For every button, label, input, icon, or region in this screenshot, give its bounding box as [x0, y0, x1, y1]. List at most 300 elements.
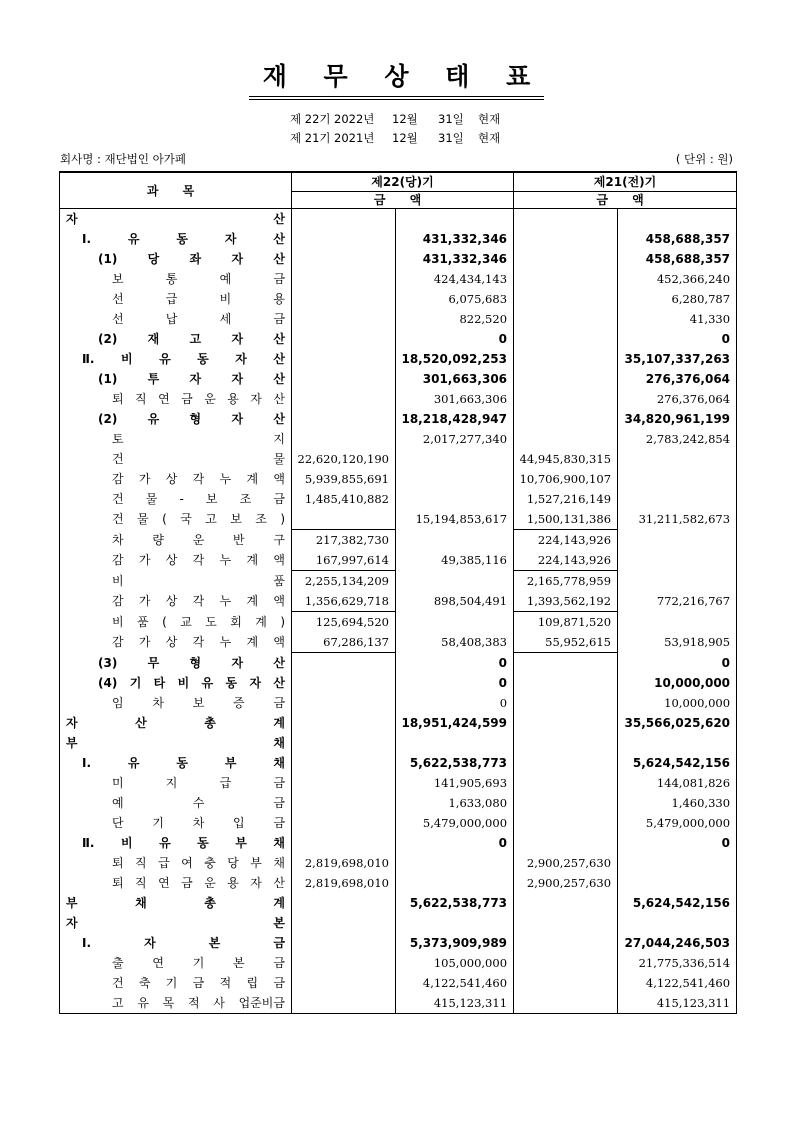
amount-cell-c3: [514, 713, 618, 733]
row-label-text: 선 납 세 금: [112, 312, 285, 326]
amount-cell-c3: [514, 673, 618, 693]
amount-cell-c4: [618, 550, 737, 571]
amount-cell-c2: 0: [396, 653, 514, 674]
amount-cell-c1: [292, 229, 396, 249]
amount-cell-c1: [292, 893, 396, 913]
table-row: [60, 329, 737, 349]
row-label: [60, 733, 292, 753]
amount-cell-c2: 5,622,538,773: [396, 893, 514, 913]
amount-cell-c3: [514, 329, 618, 349]
row-label: [60, 389, 292, 409]
table-row: [60, 673, 737, 693]
header-subject: 과 목: [60, 172, 292, 209]
row-label-text: (3) 무 형 자 산: [98, 655, 285, 670]
row-label-text: (4) 기 타 비 유 동 자 산: [98, 676, 285, 690]
table-row: [60, 489, 737, 509]
row-label: [60, 571, 292, 592]
period-label: 현재: [478, 131, 501, 145]
header-amount-current: 금 액: [292, 192, 514, 209]
amount-cell-c3: [514, 409, 618, 429]
amount-cell-c1: [292, 209, 396, 230]
row-label: [60, 913, 292, 933]
row-label: [60, 873, 292, 893]
amount-cell-c3: [514, 653, 618, 674]
amount-cell-c3: [514, 249, 618, 269]
row-label-text: 건 물 - 보 조 금: [112, 492, 285, 506]
amount-cell-c4: 41,330: [618, 309, 737, 329]
amount-cell-c1: 67,286,137: [292, 632, 396, 653]
amount-cell-c4: 35,566,025,620: [618, 713, 737, 733]
period-ki: 제 21기: [290, 131, 331, 145]
row-label-text: 감 가 상 각 누 계 액: [112, 553, 285, 568]
table-row: [60, 753, 737, 773]
amount-cell-c2: 822,520: [396, 309, 514, 329]
table-row: [60, 913, 737, 933]
amount-cell-c3: [514, 913, 618, 933]
row-label: [60, 209, 292, 230]
amount-cell-c3: [514, 229, 618, 249]
amount-cell-c3: [514, 693, 618, 713]
row-label-text: 퇴 직 연 금 운 용 자 산: [112, 392, 285, 406]
row-label-text: 비 품: [112, 573, 285, 588]
amount-cell-c2: 1,633,080: [396, 793, 514, 813]
row-label-text: 보 통 예 금: [112, 272, 285, 286]
table-row: [60, 571, 737, 592]
amount-cell-c4: 53,918,905: [618, 632, 737, 653]
row-label: [60, 449, 292, 469]
table-row: [60, 833, 737, 853]
amount-cell-c4: [618, 612, 737, 633]
row-label-text: 출 연 기 본 금: [112, 956, 285, 970]
row-label-text: Ⅱ. 비 유 동 자 산: [82, 352, 285, 366]
table-row: [60, 953, 737, 973]
amount-cell-c4: [618, 449, 737, 469]
row-label: [60, 933, 292, 953]
amount-cell-c1: 1,485,410,882: [292, 489, 396, 509]
amount-cell-c4: 0: [618, 653, 737, 674]
amount-cell-c1: [292, 913, 396, 933]
table-row: [60, 853, 737, 873]
table-row: [60, 873, 737, 893]
amount-cell-c2: 301,663,306: [396, 389, 514, 409]
row-label: [60, 329, 292, 349]
amount-cell-c2: 6,075,683: [396, 289, 514, 309]
row-label-text: 차 량 운 반 구: [112, 532, 285, 547]
table-row: [60, 469, 737, 489]
amount-cell-c2: 415,123,311: [396, 993, 514, 1014]
amount-cell-c2: 105,000,000: [396, 953, 514, 973]
row-label: [60, 289, 292, 309]
amount-cell-c4: [618, 209, 737, 230]
table-row: [60, 349, 737, 369]
table-row: [60, 793, 737, 813]
table-row: [60, 550, 737, 571]
amount-cell-c3: [514, 953, 618, 973]
amount-cell-c4: 21,775,336,514: [618, 953, 737, 973]
row-label-text: 토 지: [112, 432, 285, 446]
amount-cell-c1: 125,694,520: [292, 612, 396, 633]
row-label-text: 퇴 직 급 여 충 당 부 채: [112, 856, 285, 870]
table-row: [60, 653, 737, 674]
document-title: 재 무 상 태 표: [249, 62, 545, 100]
amount-cell-c4: 10,000,000: [618, 693, 737, 713]
amount-cell-c3: [514, 269, 618, 289]
amount-cell-c3: 44,945,830,315: [514, 449, 618, 469]
row-label: [60, 673, 292, 693]
amount-cell-c3: 1,500,131,386: [514, 509, 618, 530]
row-label-text: 비 품 ( 교 도 회 계 ): [112, 614, 285, 629]
row-label: [60, 269, 292, 289]
amount-cell-c2: [396, 530, 514, 551]
row-label-text: Ⅰ. 자 본 금: [82, 936, 285, 950]
amount-cell-c1: [292, 793, 396, 813]
row-label: [60, 369, 292, 389]
amount-cell-c3: 109,871,520: [514, 612, 618, 633]
amount-cell-c2: 431,332,346: [396, 249, 514, 269]
amount-cell-c3: [514, 429, 618, 449]
amount-cell-c3: 10,706,900,107: [514, 469, 618, 489]
amount-cell-c4: 27,044,246,503: [618, 933, 737, 953]
amount-cell-c3: [514, 933, 618, 953]
table-row: [60, 429, 737, 449]
amount-cell-c3: [514, 733, 618, 753]
period-block: [290, 110, 512, 148]
row-label: [60, 469, 292, 489]
amount-cell-c2: 49,385,116: [396, 550, 514, 571]
row-label-text: (2) 유 형 자 산: [98, 412, 285, 426]
amount-cell-c4: [618, 913, 737, 933]
amount-cell-c4: 276,376,064: [618, 369, 737, 389]
amount-cell-c4: 10,000,000: [618, 673, 737, 693]
row-label: [60, 793, 292, 813]
row-label-text: 감 가 상 각 누 계 액: [112, 635, 285, 650]
row-label-text: Ⅰ. 유 동 부 채: [82, 756, 285, 770]
table-row: [60, 993, 737, 1014]
amount-cell-c2: [396, 733, 514, 753]
amount-cell-c1: [292, 249, 396, 269]
row-label: [60, 993, 292, 1014]
amount-cell-c3: 224,143,926: [514, 550, 618, 571]
amount-cell-c1: [292, 389, 396, 409]
row-label: [60, 693, 292, 713]
row-label: [60, 591, 292, 612]
amount-cell-c3: 2,900,257,630: [514, 873, 618, 893]
period-ki: 제 22기: [290, 112, 331, 126]
period-line: [290, 110, 512, 129]
amount-cell-c1: [292, 509, 396, 530]
amount-cell-c3: 1,393,562,192: [514, 591, 618, 612]
amount-cell-c1: [292, 349, 396, 369]
amount-cell-c1: [292, 673, 396, 693]
amount-cell-c2: 18,520,092,253: [396, 349, 514, 369]
amount-cell-c1: [292, 713, 396, 733]
row-label-text: (1) 당 좌 자 산: [98, 252, 285, 266]
amount-cell-c2: [396, 913, 514, 933]
row-label-text: 자 산: [66, 212, 285, 226]
amount-cell-c2: 18,951,424,599: [396, 713, 514, 733]
unit-label: ( 단위 : 원): [675, 152, 733, 166]
table-row: [60, 449, 737, 469]
amount-cell-c4: 144,081,826: [618, 773, 737, 793]
amount-cell-c1: [292, 973, 396, 993]
table-row: [60, 229, 737, 249]
row-label: [60, 530, 292, 551]
amount-cell-c1: [292, 813, 396, 833]
amount-cell-c4: [618, 873, 737, 893]
amount-cell-c4: [618, 733, 737, 753]
table-row: [60, 773, 737, 793]
amount-cell-c2: [396, 469, 514, 489]
table-row: [60, 813, 737, 833]
table-row: [60, 289, 737, 309]
amount-cell-c2: 141,905,693: [396, 773, 514, 793]
row-label-text: Ⅰ. 유 동 자 산: [82, 232, 285, 246]
company-name: 회사명 : 재단법인 아가페: [60, 152, 186, 166]
table-row: [60, 591, 737, 612]
table-row: [60, 409, 737, 429]
amount-cell-c1: [292, 653, 396, 674]
amount-cell-c2: [396, 571, 514, 592]
amount-cell-c1: 1,356,629,718: [292, 591, 396, 612]
amount-cell-c2: 424,434,143: [396, 269, 514, 289]
amount-cell-c4: 415,123,311: [618, 993, 737, 1014]
row-label-text: 단 기 차 입 금: [112, 816, 285, 830]
row-label: [60, 612, 292, 633]
row-label-text: 자 본: [66, 916, 285, 930]
row-label-text: (1) 투 자 자 산: [98, 372, 285, 386]
amount-cell-c1: 5,939,855,691: [292, 469, 396, 489]
period-year: 2022년: [334, 112, 375, 126]
amount-cell-c1: [292, 953, 396, 973]
amount-cell-c3: 2,165,778,959: [514, 571, 618, 592]
header-amount-prior: 금 액: [514, 192, 737, 209]
row-label: [60, 653, 292, 674]
period-month: 12월: [392, 112, 418, 126]
amount-cell-c1: [292, 993, 396, 1014]
amount-cell-c4: 0: [618, 329, 737, 349]
amount-cell-c3: [514, 209, 618, 230]
table-row: [60, 530, 737, 551]
amount-cell-c2: 301,663,306: [396, 369, 514, 389]
amount-cell-c4: [618, 469, 737, 489]
row-label: [60, 550, 292, 571]
row-label: [60, 429, 292, 449]
amount-cell-c2: [396, 853, 514, 873]
amount-cell-c2: [396, 449, 514, 469]
amount-cell-c4: 0: [618, 833, 737, 853]
table-row: [60, 632, 737, 653]
period-year: 2021년: [334, 131, 375, 145]
amount-cell-c3: [514, 773, 618, 793]
amount-cell-c2: 0: [396, 329, 514, 349]
row-label-text: 건 축 기 금 적 립 금: [112, 976, 285, 990]
row-label: [60, 632, 292, 653]
row-label: [60, 953, 292, 973]
row-label-text: 자 산 총 계: [66, 716, 285, 730]
header-current-period: 제22(당)기: [292, 172, 514, 192]
row-label: [60, 833, 292, 853]
row-label-text: 고 유 목 적 사 업준비금: [112, 996, 285, 1010]
amount-cell-c3: 1,527,216,149: [514, 489, 618, 509]
amount-cell-c2: 0: [396, 693, 514, 713]
title-wrap: [0, 62, 793, 100]
amount-cell-c4: 458,688,357: [618, 229, 737, 249]
amount-cell-c2: 431,332,346: [396, 229, 514, 249]
amount-cell-c2: [396, 209, 514, 230]
amount-cell-c1: [292, 733, 396, 753]
row-label-text: 선 급 비 용: [112, 292, 285, 306]
amount-cell-c2: 0: [396, 673, 514, 693]
row-label-text: (2) 재 고 자 산: [98, 332, 285, 346]
period-label: 현재: [478, 112, 501, 126]
table-row: [60, 713, 737, 733]
amount-cell-c1: 2,819,698,010: [292, 873, 396, 893]
row-label: [60, 713, 292, 733]
amount-cell-c4: 34,820,961,199: [618, 409, 737, 429]
period-day: 31일: [438, 112, 464, 126]
table-row: [60, 509, 737, 530]
amount-cell-c1: [292, 369, 396, 389]
row-label-text: 감 가 상 각 누 계 액: [112, 594, 285, 609]
row-label-text: Ⅱ. 비 유 동 부 채: [82, 836, 285, 850]
balance-sheet-table: [59, 171, 737, 1014]
amount-cell-c1: [292, 269, 396, 289]
amount-cell-c4: [618, 571, 737, 592]
row-label-text: 부 채 총 계: [66, 896, 285, 910]
amount-cell-c3: [514, 289, 618, 309]
amount-cell-c1: [292, 309, 396, 329]
amount-cell-c2: 898,504,491: [396, 591, 514, 612]
table-row: [60, 612, 737, 633]
row-label: [60, 249, 292, 269]
amount-cell-c1: [292, 409, 396, 429]
row-label: [60, 409, 292, 429]
amount-cell-c3: 55,952,615: [514, 632, 618, 653]
amount-cell-c1: [292, 833, 396, 853]
amount-cell-c3: [514, 973, 618, 993]
row-label-text: 예 수 금: [112, 796, 285, 810]
amount-cell-c1: 167,997,614: [292, 550, 396, 571]
header-prior-period: 제21(전)기: [514, 172, 737, 192]
amount-cell-c3: 2,900,257,630: [514, 853, 618, 873]
amount-cell-c3: [514, 893, 618, 913]
amount-cell-c3: [514, 833, 618, 853]
row-label: [60, 753, 292, 773]
row-label-text: 건 물 ( 국 고 보 조 ): [112, 512, 285, 527]
amount-cell-c1: [292, 693, 396, 713]
table-row: [60, 389, 737, 409]
row-label: [60, 349, 292, 369]
table-row: [60, 249, 737, 269]
amount-cell-c4: 5,624,542,156: [618, 753, 737, 773]
row-label: [60, 813, 292, 833]
period-day: 31일: [438, 131, 464, 145]
row-label-text: 임 차 보 증 금: [112, 696, 285, 710]
amount-cell-c4: [618, 853, 737, 873]
amount-cell-c4: 35,107,337,263: [618, 349, 737, 369]
table-row: [60, 733, 737, 753]
amount-cell-c4: 772,216,767: [618, 591, 737, 612]
row-label: [60, 489, 292, 509]
period-line: [290, 129, 512, 148]
table-row: [60, 693, 737, 713]
amount-cell-c1: [292, 429, 396, 449]
row-label: [60, 309, 292, 329]
amount-cell-c2: [396, 612, 514, 633]
amount-cell-c4: [618, 489, 737, 509]
amount-cell-c4: 5,479,000,000: [618, 813, 737, 833]
amount-cell-c1: [292, 773, 396, 793]
amount-cell-c4: 4,122,541,460: [618, 973, 737, 993]
amount-cell-c4: 6,280,787: [618, 289, 737, 309]
amount-cell-c3: [514, 793, 618, 813]
amount-cell-c2: [396, 873, 514, 893]
row-label-text: 부 채: [66, 736, 285, 750]
table-row: [60, 933, 737, 953]
amount-cell-c3: [514, 389, 618, 409]
amount-cell-c4: 5,624,542,156: [618, 893, 737, 913]
amount-cell-c1: [292, 753, 396, 773]
row-label: [60, 509, 292, 530]
amount-cell-c1: 22,620,120,190: [292, 449, 396, 469]
amount-cell-c4: 458,688,357: [618, 249, 737, 269]
amount-cell-c4: 1,460,330: [618, 793, 737, 813]
row-label: [60, 853, 292, 873]
table-row: [60, 893, 737, 913]
amount-cell-c2: 15,194,853,617: [396, 509, 514, 530]
amount-cell-c4: 452,366,240: [618, 269, 737, 289]
amount-cell-c3: [514, 993, 618, 1014]
amount-cell-c2: 58,408,383: [396, 632, 514, 653]
amount-cell-c1: 2,255,134,209: [292, 571, 396, 592]
row-label: [60, 773, 292, 793]
amount-cell-c3: [514, 349, 618, 369]
row-label-text: 미 지 급 금: [112, 776, 285, 790]
amount-cell-c3: [514, 309, 618, 329]
amount-cell-c3: [514, 813, 618, 833]
row-label: [60, 229, 292, 249]
amount-cell-c4: 276,376,064: [618, 389, 737, 409]
amount-cell-c1: 217,382,730: [292, 530, 396, 551]
amount-cell-c4: [618, 530, 737, 551]
amount-cell-c1: 2,819,698,010: [292, 853, 396, 873]
table-row: [60, 309, 737, 329]
table-row: [60, 269, 737, 289]
amount-cell-c2: 2,017,277,340: [396, 429, 514, 449]
row-label: [60, 973, 292, 993]
amount-cell-c2: 5,622,538,773: [396, 753, 514, 773]
table-row: [60, 209, 737, 230]
table-row: [60, 973, 737, 993]
amount-cell-c2: 5,373,909,989: [396, 933, 514, 953]
amount-cell-c4: 2,783,242,854: [618, 429, 737, 449]
amount-cell-c3: [514, 369, 618, 389]
table-row: [60, 369, 737, 389]
amount-cell-c4: 31,211,582,673: [618, 509, 737, 530]
amount-cell-c3: [514, 753, 618, 773]
amount-cell-c2: 5,479,000,000: [396, 813, 514, 833]
amount-cell-c2: 4,122,541,460: [396, 973, 514, 993]
row-label-text: 건 물: [112, 452, 285, 466]
amount-cell-c2: 0: [396, 833, 514, 853]
row-label-text: 퇴 직 연 금 운 용 자 산: [112, 876, 285, 890]
amount-cell-c3: 224,143,926: [514, 530, 618, 551]
amount-cell-c1: [292, 933, 396, 953]
amount-cell-c1: [292, 289, 396, 309]
amount-cell-c2: [396, 489, 514, 509]
row-label: [60, 893, 292, 913]
amount-cell-c2: 18,218,428,947: [396, 409, 514, 429]
